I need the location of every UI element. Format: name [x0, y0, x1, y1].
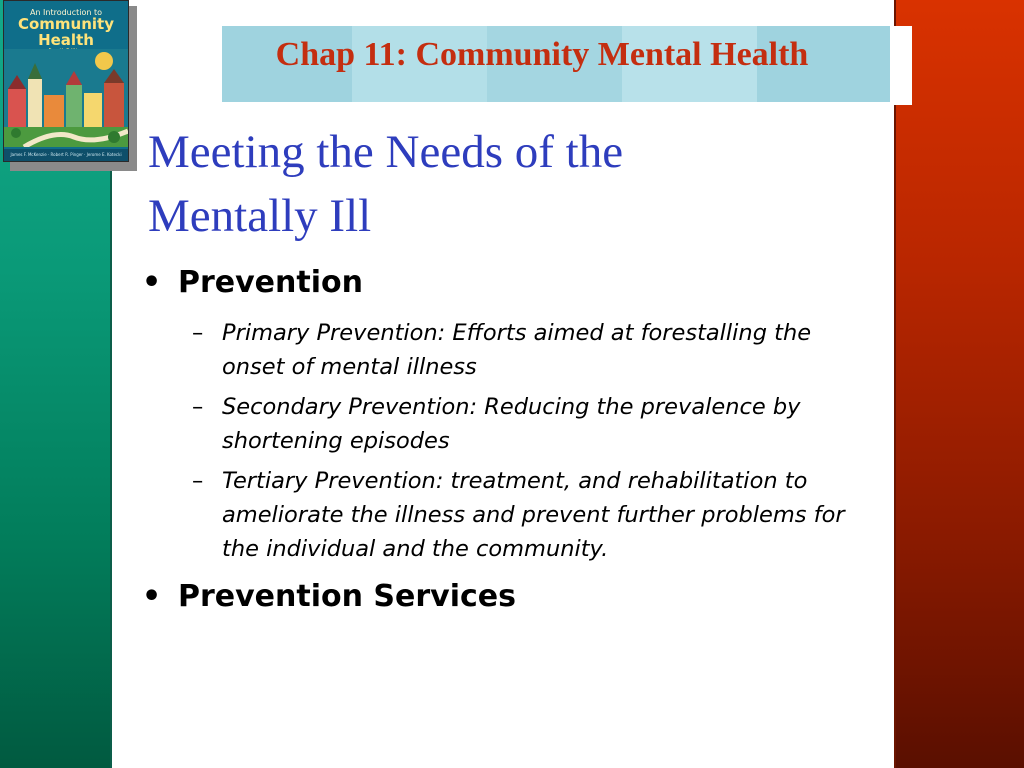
- slide-title-line2: Mentally Ill: [148, 190, 372, 242]
- book-authors: James F. McKenzie · Robert R. Pinger · Jerome E. Kotecki: [4, 149, 128, 161]
- sub-bullet-text: Tertiary Prevention: treatment, and rehabilitation to ameliorate the illness and prevent further problems for the individual and the community.: [222, 468, 845, 562]
- dash-icon: –: [192, 468, 204, 494]
- sub-bullet-tertiary-prevention: [140, 464, 880, 566]
- dash-icon: –: [192, 394, 204, 420]
- book-cover-image: [3, 0, 129, 162]
- sub-bullet-text: Secondary Prevention: Reducing the prevalence by shortening episodes: [222, 394, 801, 454]
- bullet-dot-icon: •: [142, 579, 162, 614]
- bullet-dot-icon: •: [142, 265, 162, 300]
- chapter-header-title: Chap 11: Community Mental Health: [275, 36, 809, 73]
- book-title-line2: Community: [17, 15, 115, 34]
- book-title-line3: Health: [38, 31, 94, 50]
- sub-bullet-primary-prevention: [140, 316, 880, 384]
- book-cover-town-illustration: [4, 49, 128, 147]
- slide-content: [140, 262, 880, 618]
- sub-bullet-text: Primary Prevention: Efforts aimed at forestalling the onset of mental illness: [222, 320, 812, 380]
- bullet-prevention-services: [140, 576, 880, 618]
- sub-bullet-list: [140, 316, 880, 566]
- bullet-prevention: [140, 262, 880, 304]
- bullet-text: Prevention: [178, 265, 363, 300]
- sub-bullet-secondary-prevention: [140, 390, 880, 458]
- bullet-text: Prevention Services: [178, 579, 516, 614]
- slide-title-line1: Meeting the Needs of the: [148, 126, 624, 178]
- book-title-line1: An Introduction to: [29, 8, 103, 17]
- book-cover-title: [4, 9, 128, 54]
- right-decorative-band: [896, 0, 1024, 768]
- banner-white-edge: [890, 26, 912, 105]
- slide-title: [148, 120, 883, 248]
- dash-icon: –: [192, 320, 204, 346]
